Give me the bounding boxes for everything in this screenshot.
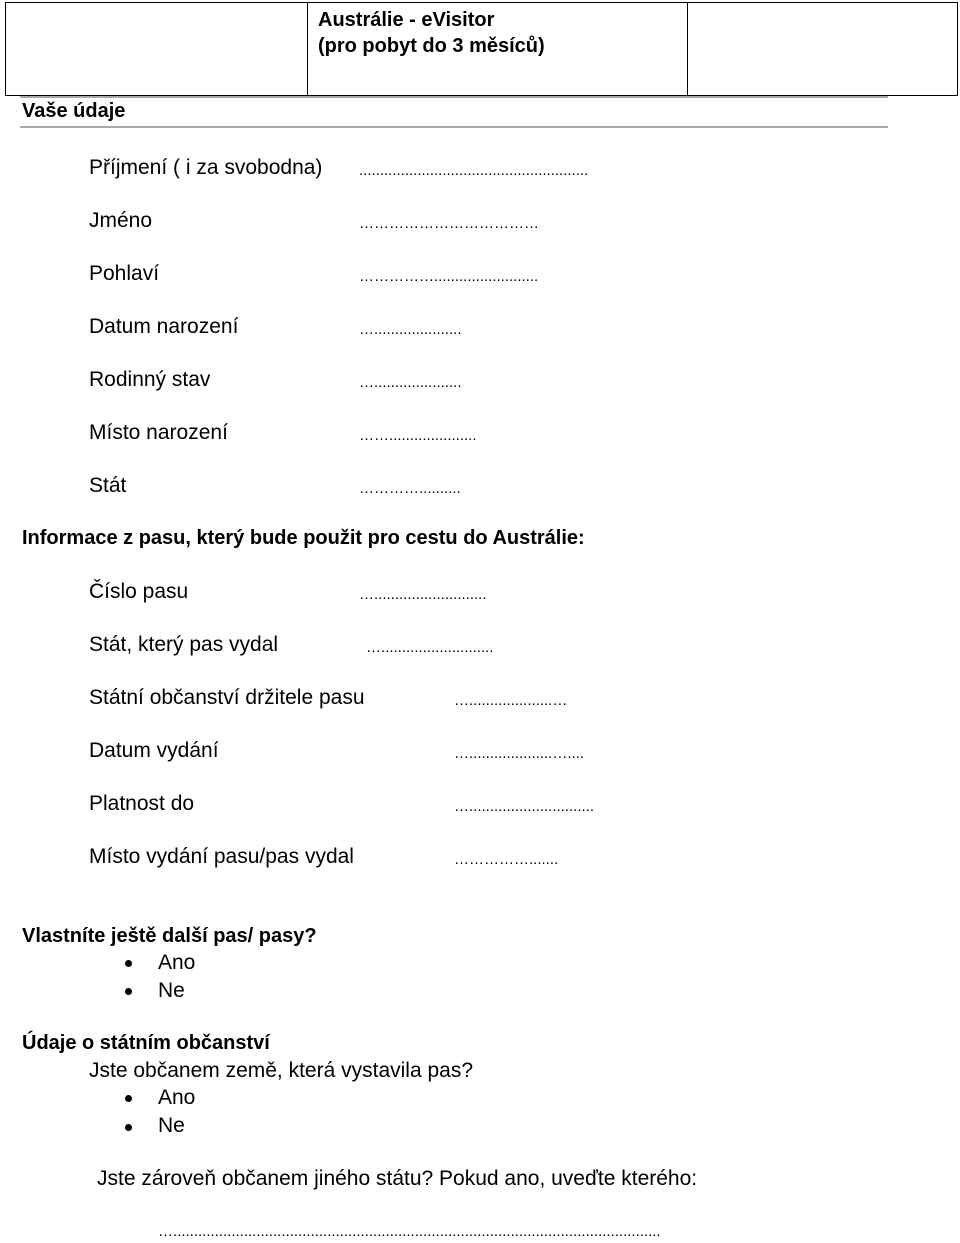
field-label-first-name: Jméno [89,209,153,232]
field-value-sex[interactable]: ……………......................... [359,268,539,285]
section-rule-bottom [20,126,888,128]
option-other-passport-yes[interactable]: Ano [158,951,196,974]
field-label-marital-status: Rodinný stav [89,368,211,391]
section-heading-personal: Vaše údaje [22,100,126,122]
field-value-passport-number[interactable]: …........................... [359,586,487,603]
header-cell-left [6,3,308,95]
field-value-first-name[interactable]: ……………………………… [359,215,539,232]
field-label-sex: Pohlaví [89,262,160,285]
section-heading-citizenship: Údaje o státním občanství [22,1032,270,1054]
field-value-other-citizenship[interactable]: …..................................................................................................................... [158,1223,661,1240]
document-title-line2: (pro pobyt do 3 měsíců) [318,35,545,57]
question-other-citizenship: Jste zároveň občanem jiného státu? Pokud ano, uveďte kterého: [97,1167,698,1190]
question-citizen-of-issuer: Jste občanem země, která vystavila pas? [89,1059,474,1082]
section-rule-top [20,96,888,98]
field-label-issue-date: Datum vydání [89,739,219,762]
field-value-birth-place[interactable]: ……..................... [359,427,477,444]
field-label-country: Stát [89,474,127,497]
header-cell-right [688,3,957,95]
field-label-birth-place: Místo narození [89,421,228,444]
document-title-line1: Austrálie - eVisitor [318,9,495,31]
bullet-icon [125,1095,132,1102]
bullet-icon [125,960,132,967]
header-cell-title [308,3,688,95]
field-value-holder-citizenship[interactable]: …....................… [454,692,568,709]
field-value-surname[interactable]: ....................................................... [359,162,589,179]
question-other-passport: Vlastníte ještě další pas/ pasy? [22,925,317,947]
header-table [5,2,958,96]
option-other-passport-no[interactable]: Ne [158,979,185,1002]
option-citizen-no[interactable]: Ne [158,1114,185,1137]
field-value-marital-status[interactable]: …..................... [359,374,462,391]
field-value-issue-date[interactable]: …....................….... [454,745,585,762]
field-value-valid-until[interactable]: ….............................. [454,798,595,815]
field-value-issue-place[interactable]: ……………....... [454,851,559,868]
bullet-icon [125,988,132,995]
field-label-issue-place: Místo vydání pasu/pas vydal [89,845,354,868]
field-label-passport-number: Číslo pasu [89,580,189,603]
field-label-birth-date: Datum narození [89,315,239,338]
field-label-issuing-country: Stát, který pas vydal [89,633,279,656]
document-title [318,7,545,59]
field-value-issuing-country[interactable]: …........................... [366,639,494,656]
field-label-valid-until: Platnost do [89,792,195,815]
field-value-country[interactable]: ………….......... [359,480,461,497]
field-value-birth-date[interactable]: …..................... [359,321,462,338]
option-citizen-yes[interactable]: Ano [158,1086,196,1109]
bullet-icon [125,1124,132,1131]
field-label-holder-citizenship: Státní občanství držitele pasu [89,686,365,709]
section-heading-passport: Informace z pasu, který bude použit pro cestu do Austrálie: [22,527,585,549]
field-label-surname: Příjmení ( i za svobodna) [89,156,323,179]
